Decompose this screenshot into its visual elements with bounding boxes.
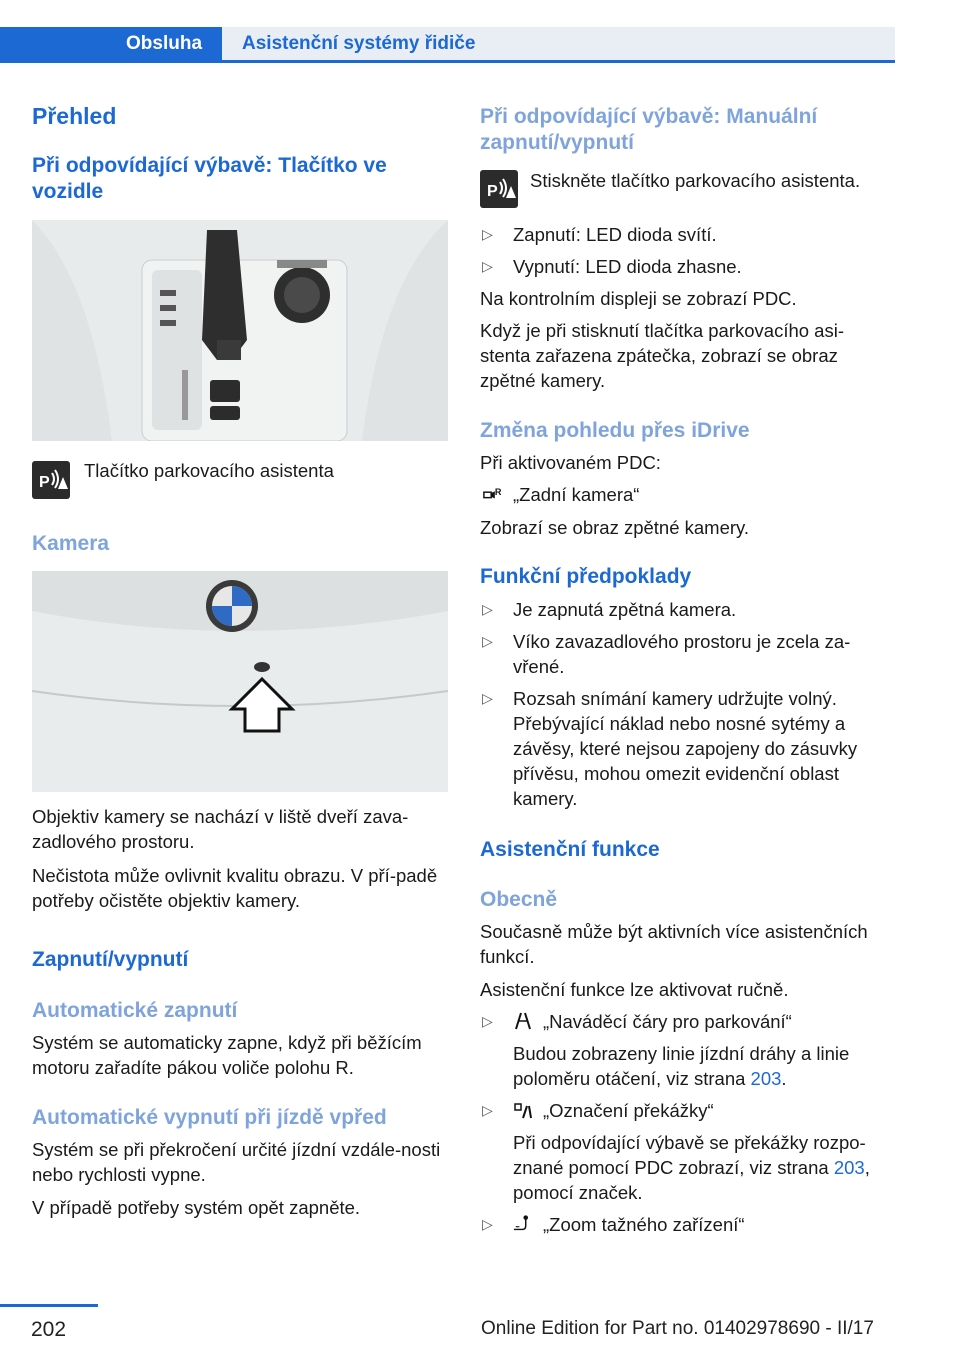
bullet-icon: ▷	[482, 690, 493, 706]
zadni-kamera-label: „Zadní kamera“	[513, 484, 640, 505]
manual-list	[480, 222, 896, 279]
bullet-icon: ▷	[482, 601, 493, 617]
heading-prehled: Přehled	[32, 103, 117, 129]
page-link-203[interactable]: 203	[833, 1157, 865, 1178]
list-item: ▷ Rozsah snímání kamery udržujte volný. Přebývající náklad nebo nosné sytémy a závěsy, které nejsou zapojeny do zásuvky přívěsu, mohou omezit evidenční oblast kamery.	[482, 688, 858, 809]
heading-automaticke-vypnuti: Automatické vypnutí při jízdě vpřed	[32, 1106, 387, 1129]
heading-funkcni-predpoklady: Funkční předpoklady	[480, 565, 692, 588]
predpoklady-list	[480, 597, 896, 811]
zpatecka-paragraph: Když je při stisknutí tlačítka parkovacího asi-stenta zařazena zpátečka, zobrazí se obraz zpětné kamery.	[480, 320, 844, 391]
hitch-zoom-icon	[513, 1214, 533, 1234]
parking-button-caption: Tlačítko parkovacího asistenta	[84, 460, 334, 481]
bullet-icon: ▷	[482, 1216, 493, 1232]
camera-illustration	[32, 571, 448, 792]
kamera-paragraph-1: Objektiv kamery se nachází v liště dveří zava-zadlového prostoru.	[32, 806, 409, 852]
tab-obsluha[interactable]: Obsluha	[0, 27, 222, 60]
pdc-paragraph: Na kontrolním displeji se zobrazí PDC.	[480, 288, 797, 309]
auto-vypnuti-paragraph-1: Systém se při překročení určité jízdní vzdále-nosti nebo rychlosti vypne.	[32, 1139, 441, 1185]
bullet-icon: ▷	[482, 633, 493, 649]
list-item: ▷ Zapnutí: LED dioda svítí.	[482, 224, 717, 245]
list-item: ▷ Je zapnutá zpětná kamera.	[482, 599, 737, 620]
bullet-icon: ▷	[482, 226, 493, 242]
f1-text: Budou zobrazeny linie jízdní dráhy a linie poloměru otáčení, viz strana	[513, 1043, 850, 1089]
bullet-icon: ▷	[482, 258, 493, 274]
heading-kamera: Kamera	[32, 532, 110, 555]
zobrazi-text: Zobrazí se obraz zpětné kamery.	[480, 517, 750, 538]
f2-title: „Označení překážky“	[543, 1100, 714, 1121]
heading-tlacitko-ve-vozidle: Při odpovídající výbavě: Tlačítko ve vozidle	[32, 154, 387, 203]
funkce-list	[480, 1009, 896, 1237]
parking-button-icon-2	[480, 170, 518, 208]
bullet-icon: ▷	[482, 1013, 493, 1029]
heading-manualni-zapnuti: Při odpovídající výbavě: Manuální zapnutí/vypnutí	[480, 105, 818, 154]
f3-title: „Zoom tažného zařízení“	[543, 1214, 745, 1235]
auto-vypnuti-paragraph-2: V případě potřeby systém opět zapněte.	[32, 1197, 361, 1218]
page-number: 202	[31, 1318, 67, 1341]
list-item: ▷ Vypnutí: LED dioda zhasne.	[482, 256, 742, 277]
zadni-kamera-row	[480, 482, 639, 507]
obecne-paragraph-2: Asistenční funkce lze aktivovat ručně.	[480, 979, 789, 1000]
bullet-icon: ▷	[482, 1102, 493, 1118]
svg-text:P: P	[39, 474, 50, 491]
f1-title: „Naváděcí čáry pro parkování“	[543, 1011, 792, 1032]
manual-instruction: Stiskněte tlačítko parkovacího asistenta.	[530, 170, 861, 191]
edition-text: Online Edition for Part no. 01402978690 - II/17	[481, 1318, 874, 1339]
list-item	[480, 1212, 896, 1237]
parking-lines-icon	[513, 1011, 533, 1031]
heading-asistencni-funkce: Asistenční funkce	[480, 838, 660, 861]
list-item: ▷ „Naváděcí čáry pro parkování“ Budou zobrazeny linie jízdní dráhy a linie poloměru otáčení, viz strana 203.	[482, 1011, 850, 1089]
tab-asistencni-systemy[interactable]: Asistenční systémy řidiče	[222, 27, 895, 60]
svg-text:P: P	[487, 183, 498, 200]
page-link-203[interactable]: 203	[750, 1068, 782, 1089]
parking-button-icon	[32, 461, 70, 499]
console-photo	[32, 220, 448, 441]
heading-automaticke-zapnuti: Automatické zapnutí	[32, 999, 238, 1022]
pri-pdc-text: Při aktivovaném PDC:	[480, 452, 661, 473]
kamera-paragraph-2: Nečistota může ovlivnit kvalitu obrazu. V pří-padě potřeby očistěte objektiv kamery.	[32, 865, 438, 911]
footer-divider	[0, 1304, 98, 1307]
console-illustration	[32, 220, 448, 441]
obecne-paragraph-1: Současně může být aktivních více asistenčních funkcí.	[480, 921, 868, 967]
rear-camera-icon	[483, 484, 503, 504]
heading-zmena-pohledu: Změna pohledu přes iDrive	[480, 419, 750, 442]
list-item: ▷ Víko zavazadlového prostoru je zcela za-vřené.	[482, 631, 851, 677]
header-tabs	[0, 27, 895, 63]
svg-text:R: R	[494, 486, 502, 497]
list-item: ▷ „Označení překážky“ Při odpovídající výbavě se překážky rozpo-znané pomocí PDC zobrazí, viz strana 203, pomocí značek.	[482, 1100, 870, 1203]
obstacle-marking-icon	[513, 1100, 533, 1120]
f2-text: Při odpovídající výbavě se překážky rozpo-znané pomocí PDC zobrazí, viz strana	[513, 1132, 866, 1178]
heading-obecne: Obecně	[480, 888, 558, 911]
auto-zapnuti-paragraph: Systém se automaticky zapne, když při běžícím motoru zařadíte pákou voliče polohu R.	[32, 1032, 422, 1078]
heading-zapnuti-vypnuti: Zapnutí/vypnutí	[32, 948, 189, 971]
camera-photo	[32, 571, 448, 792]
header-divider	[0, 60, 895, 63]
